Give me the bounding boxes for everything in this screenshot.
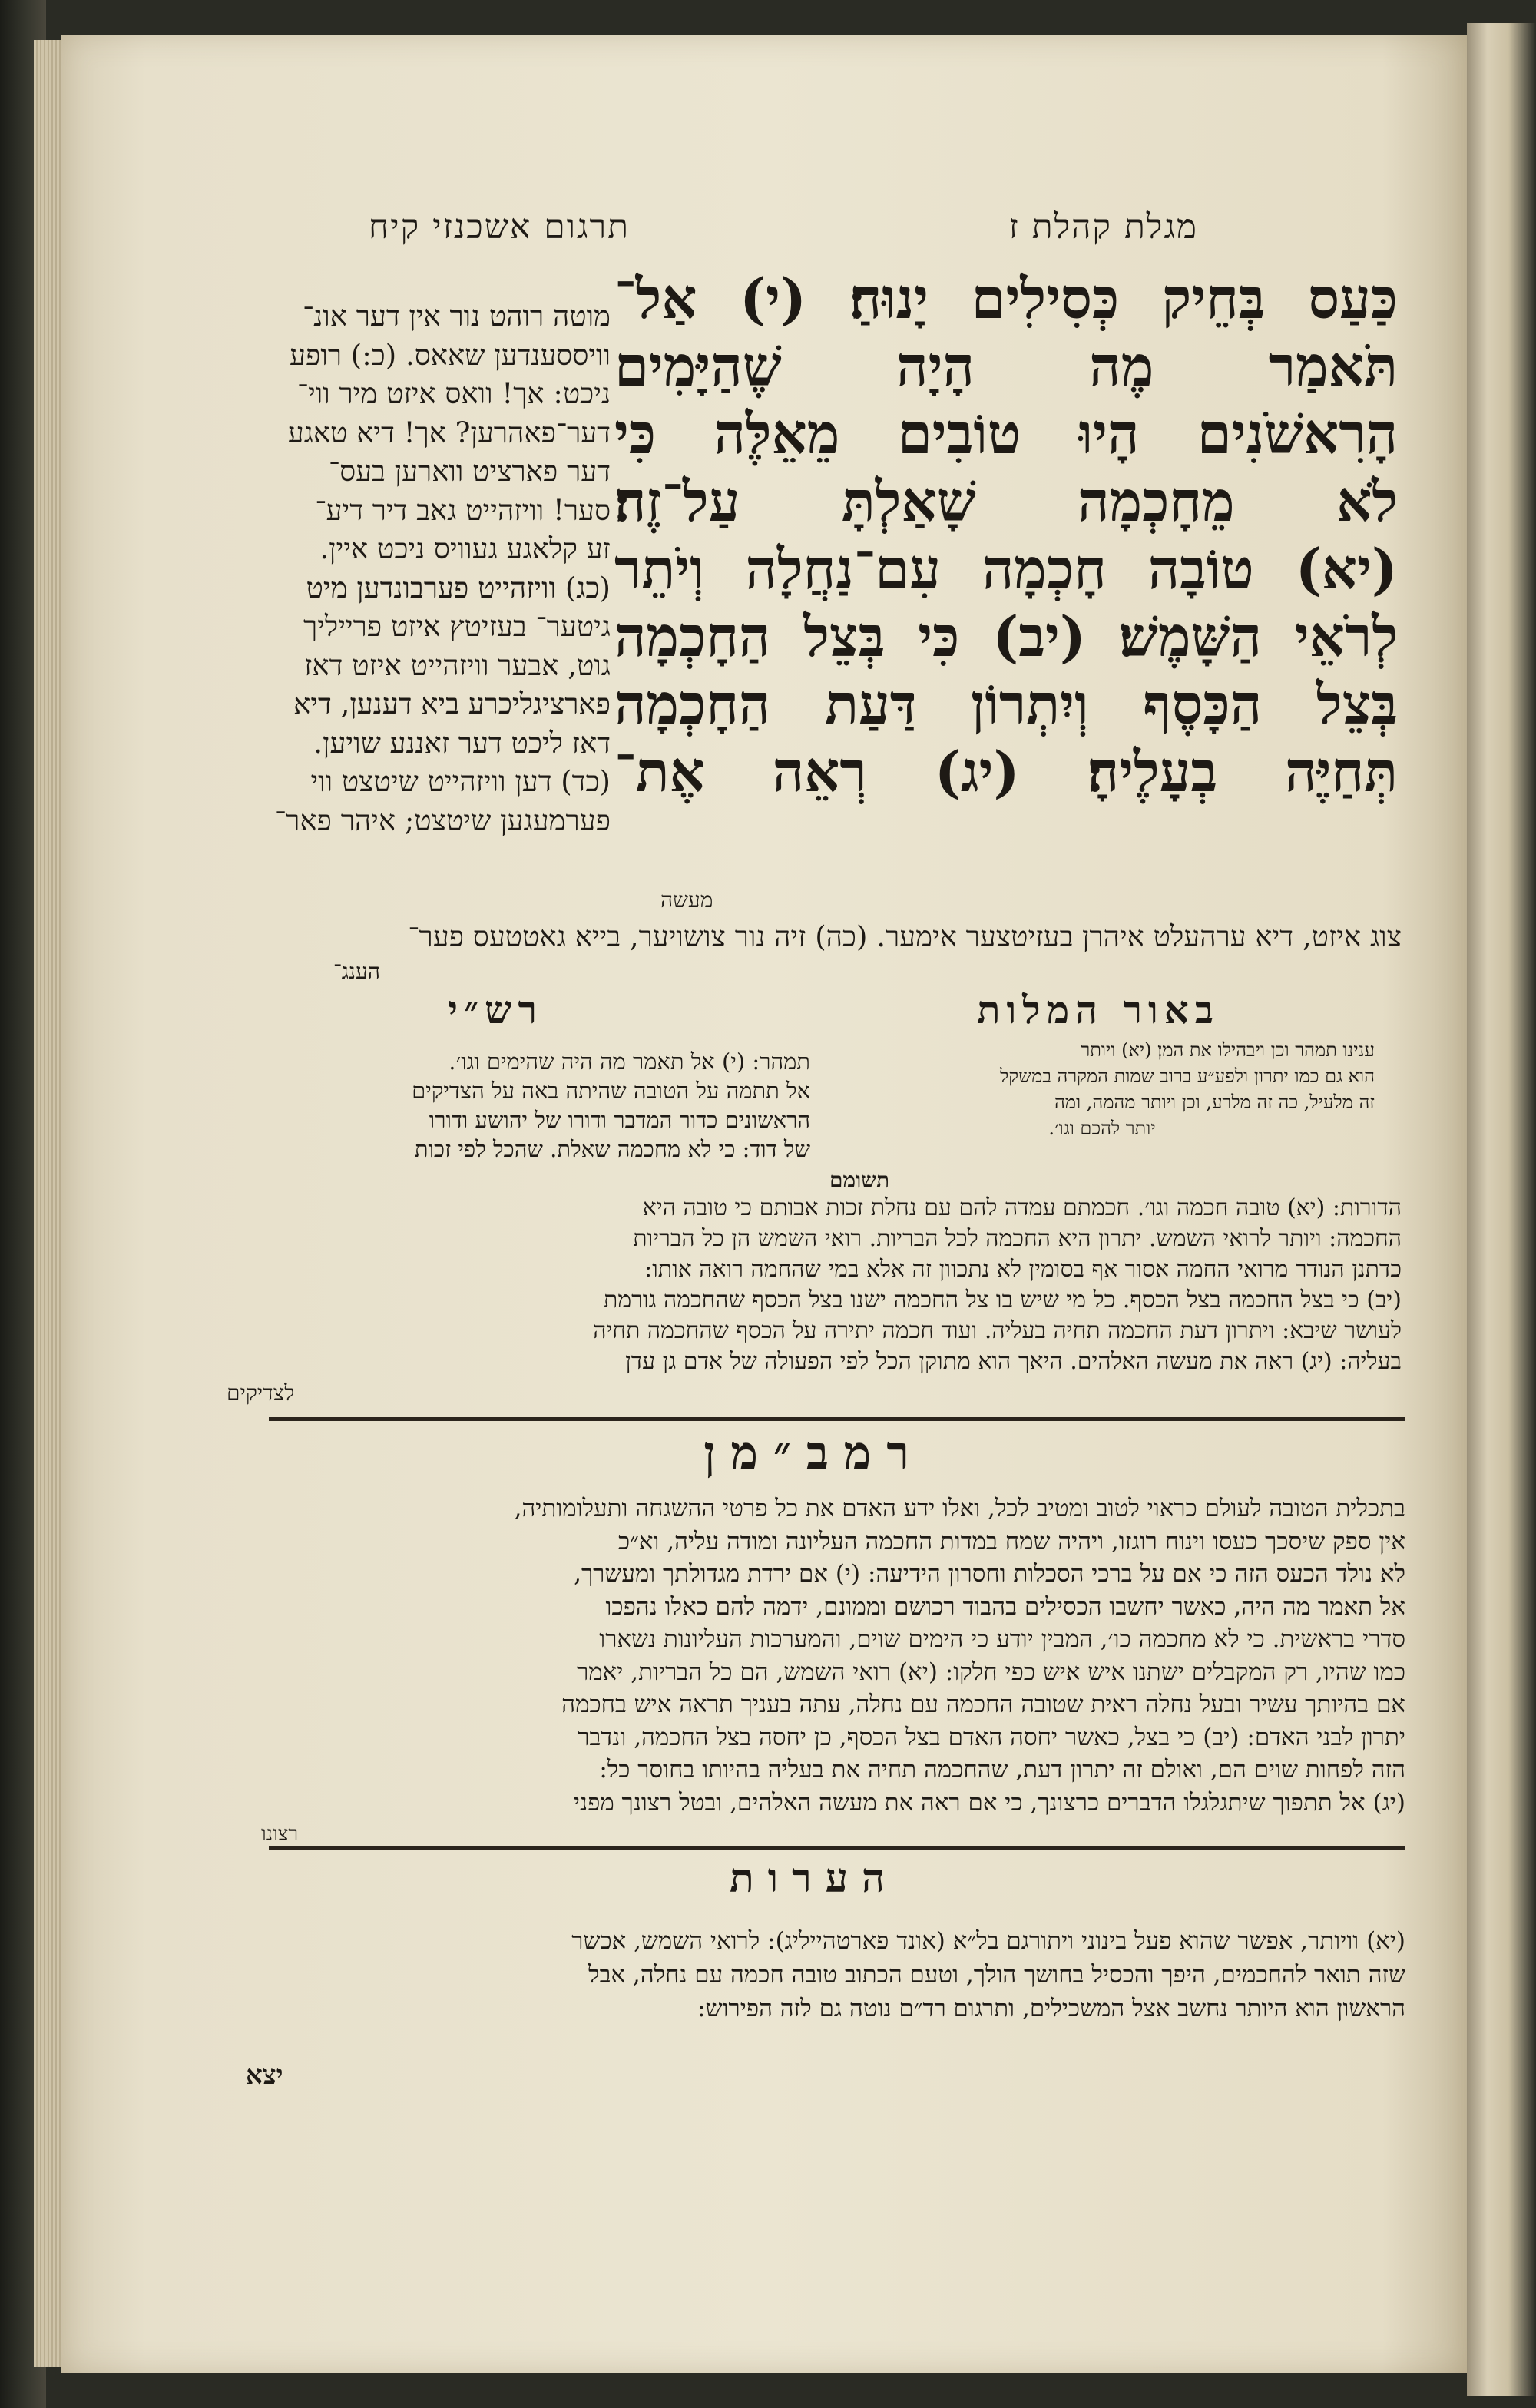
book-page (61, 35, 1467, 2373)
rashi-line: אל תתמה על הטובה שהיתה באה על הצדיקים (412, 1078, 810, 1104)
haarot-line: שזה תואר להחכמים, היפך והכסיל בחושך הולך, וטעם הכתוב טובה חכמה עם נחלה, אבל (588, 1961, 1405, 1989)
rambam-line: בתכלית הטובה לעולם כראוי לטוב ומטיב לכל, ואלו ידע האדם את כל פרטי ההשגחה ותעלומותיה, (514, 1495, 1405, 1522)
targum-line: דער פארציט ווארען בעס־ (328, 455, 611, 488)
rambam-line: אל תאמר מה היה, כאשר יחשבו הכסילים בהבוד רכושם וממונם, ידמה להם כאלו נהפכו (605, 1592, 1405, 1621)
verse-line: תֹּאמַר מֶה הָיָה שֶׁהַיָּמִים (614, 333, 1398, 399)
signature-mark: יצא (246, 2060, 283, 2091)
haarot-title: הערות (730, 1855, 899, 1902)
biur-column (829, 1037, 1375, 1141)
targum-line: סער! וויזהייט גאב דיר דיע־ (315, 493, 611, 527)
rashi-continuation (227, 1193, 1402, 1377)
rambam-line: לא נולד הכעס הזה כי אם על ברכי הסכלות וחסרון הידיעה: (י) אם ירדת מגדולתך ומעשרך, (574, 1560, 1405, 1588)
section-divider (269, 1846, 1405, 1850)
targum-line: מוטה רוהט נור אין דער אונ־ (303, 300, 611, 333)
verse-line: כַּעַס בְּחֵיק כְּסִילִים יָנוּחַ׃ (י) אַל־ (614, 266, 1398, 331)
rashi-title: רש״י (447, 987, 544, 1032)
rambam-line: יתרון לבני האדם: (יב) כי בצל, כאשר יחסה האדם בצל הכסף, כן יחסה בצל החכמה, ונדבר (578, 1723, 1405, 1751)
rambam-line: כמו שהיו, רק המקבלים ישתנו איש איש כפי חלקו: (יא) רואי השמש, הם כל הבריות, יאמר (577, 1658, 1405, 1686)
targum-line: פארציגליכרע ביא דענען, דיא (293, 687, 611, 720)
rashi-line: של דוד: כי לא מחכמה שאלת. שהכל לפי זכות (414, 1136, 810, 1162)
biur-line: יותר להכם וגו׳. (1048, 1118, 1156, 1139)
section-divider (269, 1417, 1405, 1421)
rambam-line: אין ספק שיסכך כעסו וינוח רוגזו, ויהיה שמח במדות החכמה העליונה ומודה עליה, וא״כ (617, 1527, 1405, 1555)
rashi-continuation-line: כדתנן הנודר מרואי החמה אסור אף בסומין לא נתכוון זה אלא במי שהחמה רואה אותו: (644, 1256, 1402, 1283)
targum-line: (כג) וויזהייט פערבונדען מיט (306, 571, 611, 604)
verse-line: לֹא מֵחָכְמָה שָׁאַלְתָּ עַל־זֶה׃ (614, 469, 1398, 534)
targum-line: (כד) דען וויזהייט שיטצט ווי (310, 765, 611, 798)
rambam-title: רמב״מן (703, 1426, 925, 1480)
haarot-line: הראשון הוא היותר נחשב אצל המשכילים, ותרגום רד״ם נוטה גם לזה הפירוש: (697, 1995, 1405, 2022)
biur-title: באור המלות (976, 987, 1220, 1032)
biur-line: ענינו תמהר וכן ויבהילו את המן׃ (יא) ויותר (1081, 1039, 1375, 1061)
rashi-line: הראשונים כדור המדבר ודורו של יהושע ודורו (429, 1107, 810, 1133)
haarot-column (227, 1924, 1405, 2025)
targum-continuation: צוג איזט, דיא ערהעלט איהרן בעזיטצער אימער. (כה) זיה נור צושויער, בייא גאטטעס פער־ (408, 920, 1402, 953)
verse-line: הָרִאשֹׁנִים הָיוּ טוֹבִים מֵאֵלֶּה כִּי (614, 401, 1398, 466)
page-stack-edge (34, 40, 65, 2367)
targum-line: דאז ליכט דער זאננע שויען. (313, 726, 611, 760)
rashi-continuation-line: הדורות: (יא) טובה חכמה וגו׳. חכמתם עמדה להם עם נחלת זכות אבותם כי טובה היא (642, 1194, 1402, 1221)
facing-page-edge (1467, 23, 1536, 2396)
targum-line: גיטער־ בעזיטץ איזט פרייליך (303, 610, 611, 643)
rashi-column (227, 1047, 810, 1164)
targum-catchword: הענג־ (333, 959, 380, 984)
targum-line: דער־פאהרען? אך! דיא טאגע (287, 416, 611, 449)
running-header-right: מגלת קהלת ז (1008, 207, 1198, 247)
rambam-line: הזה לפחות שוים הם, ואולם זה יתרון דעת, שהחכמה תחיה את בעליה בהיותו בחוסר כל: (599, 1756, 1405, 1784)
targum-line: וויססענדען שאאס. (כ:) רופע (290, 338, 611, 372)
rambam-line: (יג) אל תתפוך שיתגלגלו הדברים כרצונך, כי אם ראה את מעשה האלהים, ובטל רצונך מפני (573, 1788, 1405, 1817)
rambam-catchword: רצונו (261, 1823, 299, 1846)
rambam-column (227, 1492, 1405, 1819)
rashi-continuation-line: (יב) כי בצל החכמה בצל הכסף. כל מי שיש בו צל החכמה ישנו בצל הכסף שהחכמה גורמת (604, 1287, 1402, 1313)
rashi-line: תמהר: (י) אל תאמר מה היה שהימים וגו׳. (449, 1048, 810, 1075)
targum-line: זע קלאגע געוויס ניכט איין. (319, 532, 611, 565)
biur-catchword: תשומם (829, 1168, 890, 1193)
biur-line: הוא גם כמו יתרון ולפע״ע ברוב שמות המקרה במשקל (1000, 1065, 1375, 1087)
targum-line: גוט, אבער וויזהייט איזט דאז (304, 648, 611, 682)
verse-catchword: מעשה (660, 887, 713, 913)
targum-line: ניכט: אך! וואס איזט מיר ווי־ (296, 377, 611, 410)
rashi-continuation-line: לעושר שיבא: ויתרון דעת החכמה תחיה בעליה. ועוד חכמה יתירה על הכסף שהחכמה תחיה (593, 1317, 1402, 1344)
haarot-line: (יא) וויותר, אפשר שהוא פעל בינוני ויתורגם בל״א (אונד פארטהייליג): לרואי השמש, אכשר (571, 1927, 1405, 1955)
rashi-catchword: לצדיקים (227, 1380, 295, 1406)
biblical-verse-text (614, 265, 1398, 806)
targum-column (227, 297, 611, 840)
verse-line: לְרֹאֵי הַשָּׁמֶשׁ׃ (יב) כִּי בְּצֵל הַחָכְמָה (614, 604, 1398, 669)
rashi-continuation-line: החכמה: ויותר לרואי השמש. יתרון היא החכמה לכל הבריות. רואי השמש הן כל הבריות (633, 1225, 1402, 1252)
targum-line: פערמעגען שיטצט; איהר פאר־ (275, 803, 611, 837)
verse-line: בְּצֵל הַכָּסֶף וְיִתְרוֹן דַּעַת הַחָכְמָה (614, 671, 1398, 737)
running-header-left: תרגום אשכנזי קיח (369, 207, 630, 247)
rambam-line: אם בהיותך עשיר ובעל נחלה ראית שטובה החכמה עם נחלה, עתה בעניך תראה איש בחכמה (561, 1691, 1405, 1718)
verse-line: תְּחַיֶּה בְעָלֶיהָ׃ (יג) רְאֵה אֶת־ (614, 739, 1398, 804)
biur-line: זה מלעיל, כה זה מלרע, וכן ויותר מהמה, ומה (1054, 1091, 1375, 1113)
rashi-continuation-line: בעליה: (יג) ראה את מעשה האלהים. היאך הוא מתוקן הכל לפי הפעולה של אדם גן עדן (625, 1348, 1402, 1375)
rambam-line: סדרי בראשית. כי לא מחכמה כו׳, המבין יודע כי הימים שוים, והמערכות העליונות נשארו (599, 1625, 1405, 1653)
verse-line: (יא) טוֹבָה חָכְמָה עִם־נַחֲלָה וְיֹתֵר (614, 536, 1398, 601)
